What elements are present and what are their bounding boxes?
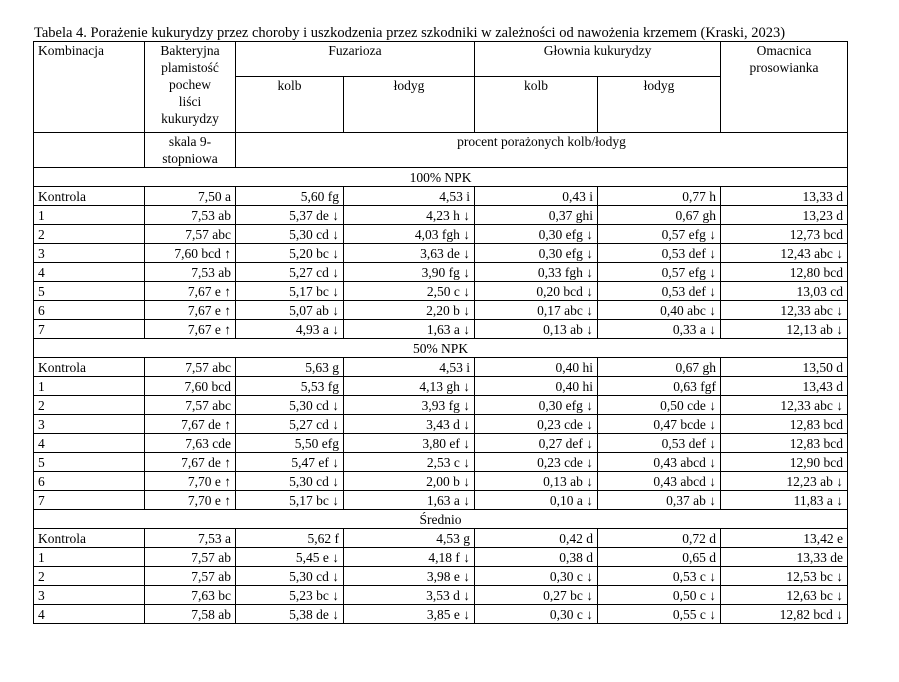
table-cell: 7,67 de ↑	[145, 415, 236, 434]
table-cell: 0,23 cde ↓	[475, 415, 598, 434]
table-cell: 0,43 i	[475, 187, 598, 206]
table-cell: 3,53 d ↓	[344, 586, 475, 605]
table-cell: 0,30 efg ↓	[475, 225, 598, 244]
table-cell: 5,20 bc ↓	[236, 244, 344, 263]
table-cell: 0,40 hi	[475, 358, 598, 377]
results-table	[33, 41, 848, 624]
row-label: 1	[34, 206, 145, 225]
table-cell: 12,33 abc ↓	[721, 396, 848, 415]
table-cell: 12,43 abc ↓	[721, 244, 848, 263]
row-label: 1	[34, 548, 145, 567]
table-cell: 2,20 b ↓	[344, 301, 475, 320]
table-cell: 0,65 d	[598, 548, 721, 567]
table-cell: 0,17 abc ↓	[475, 301, 598, 320]
table-cell: 0,38 d	[475, 548, 598, 567]
table-cell: 0,30 efg ↓	[475, 244, 598, 263]
row-label: 6	[34, 472, 145, 491]
table-cell: 5,63 g	[236, 358, 344, 377]
table-cell: 3,80 ef ↓	[344, 434, 475, 453]
header-fuzarioza-kolb: kolb	[236, 77, 344, 133]
table-row	[34, 206, 848, 225]
table-cell: 0,23 cde ↓	[475, 453, 598, 472]
table-cell: 2,50 c ↓	[344, 282, 475, 301]
table-cell: 7,67 e ↑	[145, 301, 236, 320]
table-cell: 0,50 cde ↓	[598, 396, 721, 415]
table-cell: 7,53 ab	[145, 206, 236, 225]
table-cell: 5,27 cd ↓	[236, 263, 344, 282]
table-cell: 0,27 bc ↓	[475, 586, 598, 605]
table-cell: 5,60 fg	[236, 187, 344, 206]
header-fuzarioza-lodyg: łodyg	[344, 77, 475, 133]
header-line: pochew	[169, 77, 211, 92]
table-cell: 5,23 bc ↓	[236, 586, 344, 605]
table-row	[34, 586, 848, 605]
table-cell: 3,98 e ↓	[344, 567, 475, 586]
table-cell: 0,13 ab ↓	[475, 320, 598, 339]
table-cell: 12,83 bcd	[721, 415, 848, 434]
section-title: 50% NPK	[34, 339, 848, 358]
table-cell: 5,38 de ↓	[236, 605, 344, 624]
table-cell: 12,13 ab ↓	[721, 320, 848, 339]
table-cell: 3,93 fg ↓	[344, 396, 475, 415]
table-cell: 4,18 f ↓	[344, 548, 475, 567]
table-row	[34, 377, 848, 396]
header-kombinacja: Kombinacja	[34, 42, 145, 133]
table-row	[34, 415, 848, 434]
table-cell: 12,82 bcd ↓	[721, 605, 848, 624]
table-cell: 0,43 abcd ↓	[598, 453, 721, 472]
row-label: 4	[34, 605, 145, 624]
table-cell: 13,03 cd	[721, 282, 848, 301]
table-cell: 0,53 def ↓	[598, 244, 721, 263]
row-label: Kontrola	[34, 187, 145, 206]
table-cell: 5,30 cd ↓	[236, 396, 344, 415]
table-header	[34, 42, 848, 168]
table-cell: 7,57 abc	[145, 396, 236, 415]
row-label: 4	[34, 434, 145, 453]
table-cell: 12,23 ab ↓	[721, 472, 848, 491]
table-cell: 13,23 d	[721, 206, 848, 225]
table-cell: 5,30 cd ↓	[236, 567, 344, 586]
table-cell: 0,33 a ↓	[598, 320, 721, 339]
row-label: 1	[34, 377, 145, 396]
header-line: kukurydzy	[161, 111, 219, 126]
table-row	[34, 282, 848, 301]
table-cell: 0,30 efg ↓	[475, 396, 598, 415]
table-cell: 0,40 hi	[475, 377, 598, 396]
table-cell: 7,58 ab	[145, 605, 236, 624]
table-cell: 5,37 de ↓	[236, 206, 344, 225]
table-cell: 0,43 abcd ↓	[598, 472, 721, 491]
table-cell: 0,72 d	[598, 529, 721, 548]
row-label: 5	[34, 282, 145, 301]
table-row	[34, 453, 848, 472]
table-row	[34, 320, 848, 339]
table-cell: 0,55 c ↓	[598, 605, 721, 624]
table-row	[34, 263, 848, 282]
table-cell: 0,27 def ↓	[475, 434, 598, 453]
table-cell: 3,90 fg ↓	[344, 263, 475, 282]
table-cell: 5,45 e ↓	[236, 548, 344, 567]
table-cell: 1,63 a ↓	[344, 491, 475, 510]
table-cell: 5,30 cd ↓	[236, 225, 344, 244]
table-cell: 5,47 ef ↓	[236, 453, 344, 472]
table-cell: 7,63 cde	[145, 434, 236, 453]
table-row	[34, 548, 848, 567]
table-cell: 7,70 e ↑	[145, 472, 236, 491]
row-label: 7	[34, 320, 145, 339]
header-glownia-lodyg: łodyg	[598, 77, 721, 133]
table-row	[34, 472, 848, 491]
table-cell: 4,23 h ↓	[344, 206, 475, 225]
table-row	[34, 434, 848, 453]
row-label: 4	[34, 263, 145, 282]
header-line: stopniowa	[162, 151, 218, 166]
table-cell: 13,42 e	[721, 529, 848, 548]
table-cell: 0,67 gh	[598, 358, 721, 377]
table-row	[34, 244, 848, 263]
table-cell: 12,83 bcd	[721, 434, 848, 453]
table-cell: 7,57 abc	[145, 225, 236, 244]
header-empty-cell	[34, 133, 145, 168]
table-cell: 0,42 d	[475, 529, 598, 548]
table-cell: 5,53 fg	[236, 377, 344, 396]
table-cell: 2,00 b ↓	[344, 472, 475, 491]
table-cell: 5,27 cd ↓	[236, 415, 344, 434]
table-cell: 3,43 d ↓	[344, 415, 475, 434]
row-label: Kontrola	[34, 529, 145, 548]
header-line: prosowianka	[749, 60, 819, 75]
header-bakteryjna	[145, 42, 236, 133]
row-label: 2	[34, 567, 145, 586]
table-cell: 4,53 i	[344, 358, 475, 377]
header-line: Omacnica	[756, 43, 812, 58]
table-cell: 0,13 ab ↓	[475, 472, 598, 491]
row-label: 6	[34, 301, 145, 320]
table-cell: 12,63 bc ↓	[721, 586, 848, 605]
table-cell: 0,57 efg ↓	[598, 225, 721, 244]
table-cell: 5,50 efg	[236, 434, 344, 453]
table-cell: 2,53 c ↓	[344, 453, 475, 472]
table-cell: 7,70 e ↑	[145, 491, 236, 510]
table-cell: 7,53 ab	[145, 263, 236, 282]
table-cell: 5,30 cd ↓	[236, 472, 344, 491]
table-cell: 12,33 abc ↓	[721, 301, 848, 320]
table-cell: 0,53 c ↓	[598, 567, 721, 586]
table-cell: 7,67 de ↑	[145, 453, 236, 472]
table-row	[34, 358, 848, 377]
table-row	[34, 225, 848, 244]
section-row	[34, 510, 848, 529]
table-cell: 0,33 fgh ↓	[475, 263, 598, 282]
table-row	[34, 529, 848, 548]
table-cell: 0,37 ghi	[475, 206, 598, 225]
row-label: 3	[34, 415, 145, 434]
table-cell: 13,50 d	[721, 358, 848, 377]
header-line: skala 9-	[168, 134, 212, 149]
table-cell: 0,10 a ↓	[475, 491, 598, 510]
table-cell: 0,30 c ↓	[475, 567, 598, 586]
table-cell: 7,67 e ↑	[145, 320, 236, 339]
header-glownia-kolb: kolb	[475, 77, 598, 133]
table-cell: 3,63 de ↓	[344, 244, 475, 263]
table-row	[34, 567, 848, 586]
header-line: plamistość	[161, 60, 219, 75]
table-cell: 7,60 bcd ↑	[145, 244, 236, 263]
row-label: 2	[34, 225, 145, 244]
table-cell: 0,67 gh	[598, 206, 721, 225]
section-title: Średnio	[34, 510, 848, 529]
table-caption: Tabela 4. Porażenie kukurydzy przez choroby i uszkodzenia przez szkodniki w zależności od nawożenia krzemem (Kraski, 2023)	[34, 25, 786, 41]
table-cell: 5,07 ab ↓	[236, 301, 344, 320]
table-cell: 7,67 e ↑	[145, 282, 236, 301]
table-cell: 13,33 de	[721, 548, 848, 567]
table-cell: 4,03 fgh ↓	[344, 225, 475, 244]
table-cell: 11,83 a ↓	[721, 491, 848, 510]
table-row	[34, 301, 848, 320]
table-cell: 0,30 c ↓	[475, 605, 598, 624]
table-row	[34, 187, 848, 206]
table-cell: 7,50 a	[145, 187, 236, 206]
row-label: 3	[34, 244, 145, 263]
row-label: 5	[34, 453, 145, 472]
table-cell: 12,90 bcd	[721, 453, 848, 472]
row-label: 2	[34, 396, 145, 415]
row-label: 3	[34, 586, 145, 605]
table-cell: 0,53 def ↓	[598, 282, 721, 301]
table-cell: 12,80 bcd	[721, 263, 848, 282]
section-row	[34, 168, 848, 187]
header-skala	[145, 133, 236, 168]
table-row	[34, 396, 848, 415]
table-cell: 0,63 fgf	[598, 377, 721, 396]
table-cell: 0,57 efg ↓	[598, 263, 721, 282]
table-cell: 12,53 bc ↓	[721, 567, 848, 586]
table-cell: 7,57 abc	[145, 358, 236, 377]
table-cell: 0,47 bcde ↓	[598, 415, 721, 434]
header-omacnica	[721, 42, 848, 133]
table-cell: 5,62 f	[236, 529, 344, 548]
table-cell: 0,53 def ↓	[598, 434, 721, 453]
table-cell: 4,53 g	[344, 529, 475, 548]
table-cell: 7,57 ab	[145, 567, 236, 586]
table-cell: 13,43 d	[721, 377, 848, 396]
row-label: 7	[34, 491, 145, 510]
table-cell: 4,53 i	[344, 187, 475, 206]
table-cell: 4,93 a ↓	[236, 320, 344, 339]
row-label: Kontrola	[34, 358, 145, 377]
table-cell: 0,50 c ↓	[598, 586, 721, 605]
table-cell: 12,73 bcd	[721, 225, 848, 244]
table-cell: 7,57 ab	[145, 548, 236, 567]
table-row	[34, 605, 848, 624]
section-title: 100% NPK	[34, 168, 848, 187]
header-line: Bakteryjna	[160, 43, 220, 58]
section-row	[34, 339, 848, 358]
table-cell: 5,17 bc ↓	[236, 491, 344, 510]
table-cell: 7,63 bc	[145, 586, 236, 605]
header-procent: procent porażonych kolb/łodyg	[236, 133, 848, 168]
table-row	[34, 491, 848, 510]
table-cell: 7,60 bcd	[145, 377, 236, 396]
table-cell: 7,53 a	[145, 529, 236, 548]
table-body	[34, 168, 848, 624]
header-fuzarioza: Fuzarioza	[236, 42, 475, 77]
table-cell: 3,85 e ↓	[344, 605, 475, 624]
table-cell: 0,20 bcd ↓	[475, 282, 598, 301]
table-cell: 0,77 h	[598, 187, 721, 206]
table-cell: 5,17 bc ↓	[236, 282, 344, 301]
table-cell: 0,40 abc ↓	[598, 301, 721, 320]
table-cell: 4,13 gh ↓	[344, 377, 475, 396]
table-cell: 0,37 ab ↓	[598, 491, 721, 510]
header-line: liści	[178, 94, 202, 109]
table-cell: 1,63 a ↓	[344, 320, 475, 339]
table-cell: 13,33 d	[721, 187, 848, 206]
header-glownia: Głownia kukurydzy	[475, 42, 721, 77]
